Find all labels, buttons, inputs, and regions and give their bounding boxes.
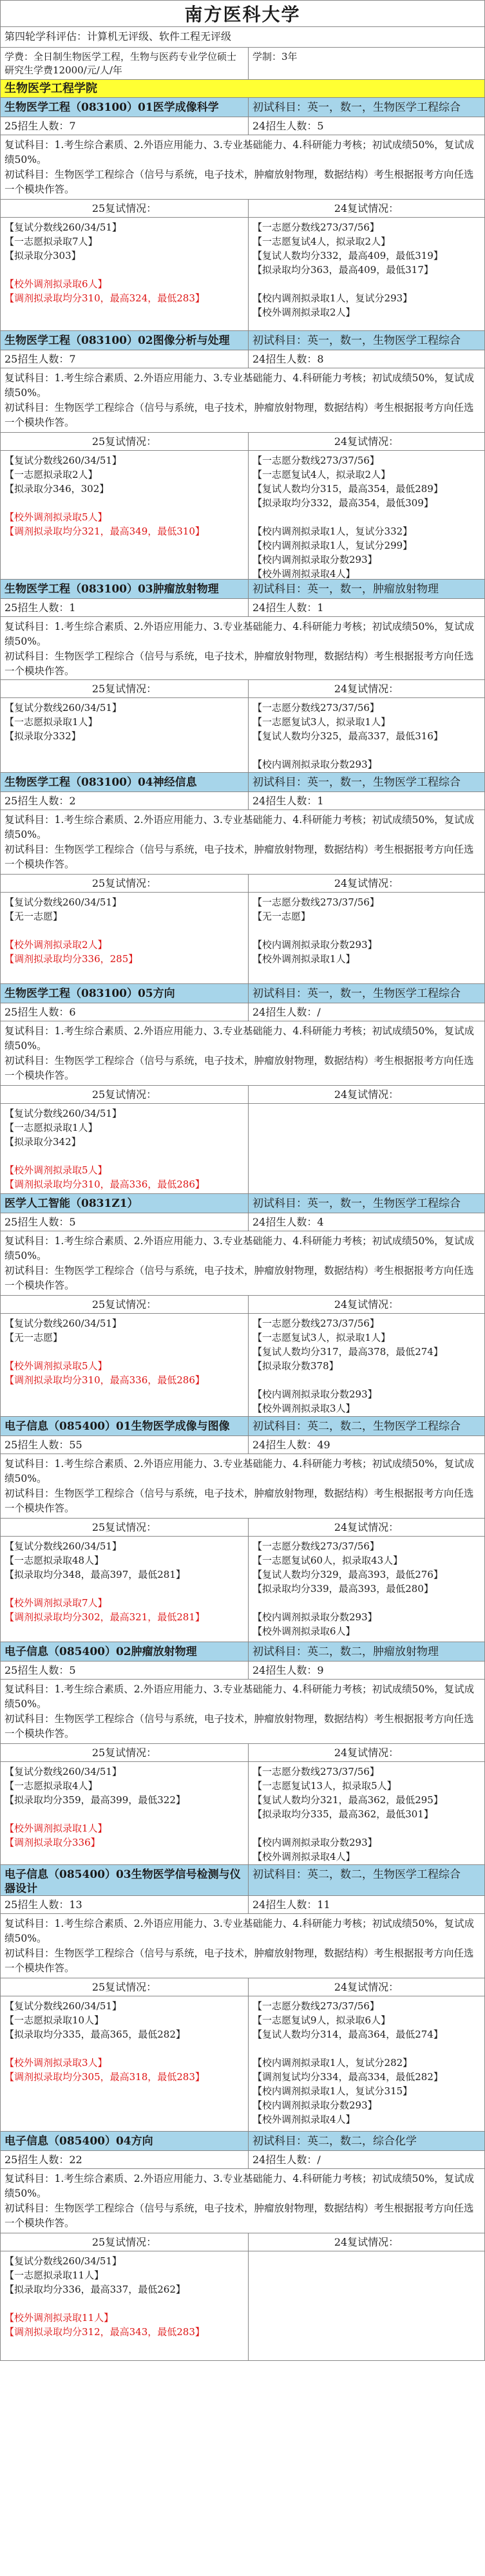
retest-stats-row xyxy=(0,218,485,331)
quota-2025: 25招生人数：5 xyxy=(1,1662,249,1679)
requirement-line: 初试科目：生物医学工程综合（信号与系统，电子技术，肿瘤放射物理，数据结构）考生根据报考方向任选一个模块作答。 xyxy=(5,650,474,677)
adjustment-line: 【调剂拟录取分336】 xyxy=(5,1837,100,1848)
stat-line: 【拟录取均分339，最高393，最低280】 xyxy=(252,1583,433,1595)
adjustment-line: 【调剂拟录取均分321，最高349，最低310】 xyxy=(5,526,205,537)
stat-line: 【复试分数线260/34/51】 xyxy=(5,1108,122,1119)
requirements-row xyxy=(0,2169,485,2233)
stat-line: 【复试分数线260/34/51】 xyxy=(5,2255,122,2267)
exam-subjects: 初试科目：英一，数一，生物医学工程综合 xyxy=(252,987,461,1000)
retest-stats-2024 xyxy=(249,1104,484,1193)
retest-title-2025: 25复试情况： xyxy=(1,1744,249,1761)
exam-subjects: 初试科目：英一，数一，生物医学工程综合 xyxy=(252,334,461,347)
adjustment-line: 【校外调剂拟录取1人】 xyxy=(5,1823,108,1834)
retest-title-2024: 24复试情况： xyxy=(334,1747,399,1759)
retest-stats-2025 xyxy=(1,1104,249,1193)
retest-title-2024: 24复试情况： xyxy=(334,877,399,889)
adjustment-line: 【调剂拟录取均分305，最高318，最低283】 xyxy=(5,2071,205,2083)
stat-line: 【校内调剂拟录取分数293】 xyxy=(252,1388,377,1400)
requirements-text xyxy=(1,1021,484,1085)
retest-stats-2025 xyxy=(1,893,249,983)
quota-2025: 25招生人数：55 xyxy=(1,1436,249,1454)
quota-2025: 25招生人数：5 xyxy=(1,1213,249,1231)
requirements-row xyxy=(0,810,485,875)
stat-line: 【一志愿拟录取48人】 xyxy=(5,1555,104,1566)
quota-2025: 25招生人数：7 xyxy=(1,117,249,135)
section-header xyxy=(0,1417,485,1436)
quota-2025: 25招生人数：2 xyxy=(1,792,249,810)
stat-line: 【校外调剂拟录取4人】 xyxy=(252,2114,356,2125)
retest-title-row xyxy=(0,1086,485,1104)
stat-line: 【校内调剂拟录取1人，复试分299】 xyxy=(252,540,413,551)
tuition-text: 学费：全日制生物医学工程，生物与医药专业学位硕士研究生学费12000/元/人/年 xyxy=(1,48,249,79)
stat-line: 【复试人数均分317，最高378，最低274】 xyxy=(252,1346,443,1358)
stat-line: 【校外调剂拟录取2人】 xyxy=(252,307,356,318)
title-row xyxy=(0,0,485,27)
retest-stats-row xyxy=(0,893,485,984)
section-header xyxy=(0,1194,485,1213)
quota-2025: 25招生人数：22 xyxy=(1,2151,249,2168)
retest-stats-row xyxy=(0,1996,485,2132)
requirement-line: 初试科目：生物医学工程综合（信号与系统，电子技术，肿瘤放射物理，数据结构）考生根据报考方向任选一个模块作答。 xyxy=(5,1947,474,1974)
section-header xyxy=(0,984,485,1003)
adjustment-line: 【调剂拟录取均分302，最高321，最低281】 xyxy=(5,1611,205,1623)
retest-title-2025: 25复试情况： xyxy=(1,875,249,892)
quota-row xyxy=(0,792,485,810)
stat-line: 【一志愿复试3人，拟录取1人】 xyxy=(252,716,391,728)
exam-subjects: 初试科目：英二，数二，肿瘤放射物理 xyxy=(252,1645,439,1658)
retest-stats-2024 xyxy=(249,1762,484,1864)
stat-line: 【复试分数线260/34/51】 xyxy=(5,702,122,714)
requirements-row xyxy=(0,1021,485,1086)
stat-line: 【一志愿复试4人，拟录取2人】 xyxy=(252,236,391,247)
quota-2024: 24招生人数：/ xyxy=(252,2154,321,2166)
adjustment-line: 【校外调剂拟录取6人】 xyxy=(5,278,108,290)
stat-line: 【复试人数均分314，最高364，最低274】 xyxy=(252,2029,443,2040)
requirements-text xyxy=(1,1454,484,1518)
stat-line: 【一志愿拟录取10人】 xyxy=(5,2014,104,2026)
program-name: 电子信息（085400）04方向 xyxy=(1,2132,249,2150)
program-name: 电子信息（085400）02肿瘤放射物理 xyxy=(1,1642,249,1661)
stat-line: 【校外调剂拟录取1人】 xyxy=(252,953,356,965)
quota-2025: 25招生人数：13 xyxy=(1,1896,249,1913)
requirement-line: 初试科目：生物医学工程综合（信号与系统，电子技术，肿瘤放射物理，数据结构）考生根据报考方向任选一个模块作答。 xyxy=(5,1488,474,1514)
requirement-line: 初试科目：生物医学工程综合（信号与系统，电子技术，肿瘤放射物理，数据结构）考生根据报考方向任选一个模块作答。 xyxy=(5,844,474,870)
exam-subjects: 初试科目：英一，数一，生物医学工程综合 xyxy=(252,1197,461,1210)
section-header xyxy=(0,1642,485,1662)
stat-line: 【一志愿复试3人，拟录取1人】 xyxy=(252,1332,391,1343)
requirements-text xyxy=(1,1914,484,1978)
stat-line: 【一志愿复试4人，拟录取2人】 xyxy=(252,469,391,480)
retest-stats-row xyxy=(0,451,485,580)
retest-stats-2024 xyxy=(249,698,484,772)
stat-line: 【复试分数线260/34/51】 xyxy=(5,896,122,908)
requirements-row xyxy=(0,1454,485,1519)
quota-row xyxy=(0,350,485,368)
stat-line: 【校内调剂拟录取分数293】 xyxy=(252,1837,377,1848)
requirements-text xyxy=(1,1231,484,1295)
requirements-text xyxy=(1,810,484,874)
stat-line: 【一志愿拟录取4人】 xyxy=(5,1780,98,1792)
retest-stats-row xyxy=(0,1314,485,1417)
quota-2024: 24招生人数：5 xyxy=(252,120,324,132)
retest-stats-row xyxy=(0,2251,485,2361)
retest-title-2024: 24复试情况： xyxy=(334,435,399,448)
stat-line: 【校内调剂拟录取分数293】 xyxy=(252,759,377,770)
retest-stats-2025 xyxy=(1,1314,249,1416)
requirement-line: 复试科目：1.考生综合素质、2.外语应用能力、3.专业基础能力、4.科研能力考核；初试成绩50%，复试成绩50%。 xyxy=(5,1025,475,1052)
stat-line xyxy=(252,1596,480,1610)
adjustment-line: 【调剂拟录取均分310，最高336，最低286】 xyxy=(5,1179,205,1190)
requirements-row xyxy=(0,1231,485,1296)
stat-line: 【复试人数均分332，最高409，最低319】 xyxy=(252,250,443,261)
retest-stats-2024 xyxy=(249,1996,484,2131)
program-name: 电子信息（085400）01生物医学成像与图像 xyxy=(1,1417,249,1435)
stat-line: 【复试分数线260/34/51】 xyxy=(5,1318,122,1329)
requirement-line: 初试科目：生物医学工程综合（信号与系统，电子技术，肿瘤放射物理，数据结构）考生根据报考方向任选一个模块作答。 xyxy=(5,2202,474,2229)
stat-line: 【无一志愿】 xyxy=(5,911,63,922)
retest-title-row xyxy=(0,200,485,218)
stat-line xyxy=(252,510,480,524)
stat-line: 【校内调剂拟录取分数293】 xyxy=(252,1611,377,1623)
stat-line: 【无一志愿】 xyxy=(5,1332,63,1343)
program-name: 医学人工智能（0831Z1） xyxy=(1,1194,249,1213)
quota-2024: 24招生人数：8 xyxy=(252,353,324,365)
requirements-row xyxy=(0,135,485,200)
sections-container xyxy=(0,98,485,2361)
stat-line: 【一志愿分数线273/37/56】 xyxy=(252,222,379,233)
stat-line xyxy=(5,1582,244,1596)
quota-2024: 24招生人数：9 xyxy=(252,1664,324,1676)
quota-row xyxy=(0,1213,485,1231)
stat-line: 【一志愿拟录取1人】 xyxy=(5,716,98,728)
info-row-2 xyxy=(0,48,485,80)
stat-line: 【拟录取均分363，最高409，最低317】 xyxy=(252,264,433,276)
stat-line: 【复试分数线260/34/51】 xyxy=(5,1766,122,1777)
stat-line: 【校内调剂拟录取分数293】 xyxy=(252,939,377,951)
retest-title-row xyxy=(0,2233,485,2251)
stat-line: 【一志愿复试13人，拟录取5人】 xyxy=(252,1780,397,1792)
adjustment-line: 【校外调剂拟录取7人】 xyxy=(5,1597,108,1609)
stat-line: 【拟录取均分335，最高362，最低301】 xyxy=(252,1808,433,1820)
retest-title-2025: 25复试情况： xyxy=(1,1296,249,1313)
program-name: 生物医学工程（083100）03肿瘤放射物理 xyxy=(1,580,249,598)
retest-title-2025: 25复试情况： xyxy=(1,200,249,217)
requirement-line: 初试科目：生物医学工程综合（信号与系统，电子技术，肿瘤放射物理，数据结构）考生根据报考方向任选一个模块作答。 xyxy=(5,169,474,195)
retest-stats-2025 xyxy=(1,1762,249,1864)
section-header xyxy=(0,331,485,350)
quota-row xyxy=(0,1896,485,1914)
retest-title-row xyxy=(0,875,485,893)
section-header xyxy=(0,580,485,599)
stat-line: 【校内调剂拟录取1人，复试分282】 xyxy=(252,2057,413,2069)
adjustment-line: 【调剂拟录取均分312，最高343，最低283】 xyxy=(5,2326,205,2338)
stat-line: 【复试人数均分325，最高337，最低316】 xyxy=(252,730,443,742)
section-header xyxy=(0,2132,485,2151)
stat-line: 【复试人数均分321，最高362，最低295】 xyxy=(252,1794,443,1806)
stat-line: 【一志愿拟录取11人】 xyxy=(5,2269,104,2281)
retest-stats-2024 xyxy=(249,218,484,330)
quota-2025: 25招生人数：6 xyxy=(1,1003,249,1021)
stat-line: 【拟录取均分336，最高337，最低262】 xyxy=(5,2284,185,2295)
quota-2024: 24招生人数：11 xyxy=(252,1899,330,1911)
stat-line: 【复试分数线260/34/51】 xyxy=(5,222,122,233)
retest-stats-row xyxy=(0,1104,485,1194)
stat-line xyxy=(252,1373,480,1387)
requirement-line: 初试科目：生物医学工程综合（信号与系统，电子技术，肿瘤放射物理，数据结构）考生根据报考方向任选一个模块作答。 xyxy=(5,402,474,428)
requirement-line: 初试科目：生物医学工程综合（信号与系统，电子技术，肿瘤放射物理，数据结构）考生根据报考方向任选一个模块作答。 xyxy=(5,1265,474,1291)
retest-title-2025: 25复试情况： xyxy=(1,680,249,697)
exam-subjects: 初试科目：英一，数一，肿瘤放射物理 xyxy=(252,583,439,596)
requirement-line: 复试科目：1.考生综合素质、2.外语应用能力、3.专业基础能力、4.科研能力考核；初试成绩50%，复试成绩50%。 xyxy=(5,2173,475,2199)
retest-stats-row xyxy=(0,698,485,773)
program-name: 生物医学工程（083100）01医学成像科学 xyxy=(1,98,249,117)
stat-line xyxy=(5,2041,244,2056)
exam-subjects: 初试科目：英一，数一，生物医学工程综合 xyxy=(252,101,461,114)
stat-line: 【拟录取分303】 xyxy=(5,250,81,261)
stat-line: 【复试分数线260/34/51】 xyxy=(5,1540,122,1552)
requirement-line: 复试科目：1.考生综合素质、2.外语应用能力、3.专业基础能力、4.科研能力考核；初试成绩50%，复试成绩50%。 xyxy=(5,1918,475,1944)
stat-line: 【拟录取分346，302】 xyxy=(5,483,109,495)
quota-row xyxy=(0,117,485,135)
stat-line: 【一志愿分数线273/37/56】 xyxy=(252,455,379,466)
evaluation-text: 第四轮学科评估：计算机无评级、软件工程无评级 xyxy=(5,30,232,43)
stat-line: 【复试人数均分329，最高393，最低276】 xyxy=(252,1569,443,1580)
retest-stats-2024 xyxy=(249,1537,484,1642)
stat-line: 【校外调剂拟录取4人】 xyxy=(252,1851,356,1862)
quota-2024: 24招生人数：1 xyxy=(252,795,324,807)
retest-title-row xyxy=(0,680,485,698)
stat-line xyxy=(5,263,244,277)
adjustment-line: 【校外调剂拟录取5人】 xyxy=(5,511,108,523)
stat-line: 【无一志愿】 xyxy=(252,911,311,922)
retest-title-row xyxy=(0,1296,485,1314)
quota-row xyxy=(0,599,485,617)
retest-title-2025: 25复试情况： xyxy=(1,1519,249,1536)
stat-line: 【一志愿分数线273/37/56】 xyxy=(252,1540,379,1552)
quota-row xyxy=(0,1003,485,1021)
section-header xyxy=(0,1865,485,1896)
retest-title-2025: 25复试情况： xyxy=(1,433,249,450)
retest-title-2024: 24复试情况： xyxy=(334,202,399,214)
quota-2025: 25招生人数：1 xyxy=(1,599,249,616)
stat-line: 【一志愿分数线273/37/56】 xyxy=(252,702,379,714)
stat-line xyxy=(5,2297,244,2311)
section-header xyxy=(0,98,485,117)
stat-line: 【一志愿拟录取2人】 xyxy=(5,469,98,480)
adjustment-line: 【调剂拟录取均分336，285】 xyxy=(5,953,138,965)
stat-line xyxy=(252,1821,480,1835)
retest-stats-row xyxy=(0,1537,485,1642)
quota-row xyxy=(0,1662,485,1680)
stat-line: 【校内调剂拟录取分数293】 xyxy=(252,2099,377,2111)
school-banner-row xyxy=(0,80,485,98)
stat-line: 【校内调剂拟录取1人，复试分293】 xyxy=(252,292,413,304)
stat-line: 【拟录取分332】 xyxy=(5,730,81,742)
stat-line: 【一志愿拟录取1人】 xyxy=(5,1122,98,1133)
stat-line xyxy=(252,2041,480,2056)
retest-stats-row xyxy=(0,1762,485,1865)
retest-title-row xyxy=(0,1519,485,1537)
stat-line: 【拟录取均分332，最高354，最低309】 xyxy=(252,497,433,509)
retest-stats-2025 xyxy=(1,218,249,330)
stat-line xyxy=(252,277,480,291)
requirement-line: 复试科目：1.考生综合素质、2.外语应用能力、3.专业基础能力、4.科研能力考核；初试成绩50%，复试成绩50%。 xyxy=(5,139,475,166)
program-name: 生物医学工程（083100）02图像分析与处理 xyxy=(1,331,249,350)
requirement-line: 复试科目：1.考生综合素质、2.外语应用能力、3.专业基础能力、4.科研能力考核；初试成绩50%，复试成绩50%。 xyxy=(5,1235,475,1262)
stat-line: 【复试分数线260/34/51】 xyxy=(5,455,122,466)
exam-subjects: 初试科目：英二，数二，综合化学 xyxy=(252,2135,417,2148)
stat-line xyxy=(5,1807,244,1821)
retest-title-2024: 24复试情况： xyxy=(334,1521,399,1533)
stat-line xyxy=(5,923,244,938)
quota-2025: 25招生人数：7 xyxy=(1,350,249,368)
retest-stats-2025 xyxy=(1,1996,249,2131)
requirement-line: 复试科目：1.考生综合素质、2.外语应用能力、3.专业基础能力、4.科研能力考核；初试成绩50%，复试成绩50%。 xyxy=(5,1458,475,1484)
requirements-text xyxy=(1,1680,484,1743)
stat-line: 【拟录取均分359，最高399，最低322】 xyxy=(5,1794,185,1806)
retest-stats-2024 xyxy=(249,2251,484,2360)
stat-line: 【一志愿分数线273/37/56】 xyxy=(252,896,379,908)
stat-line: 【复试人数均分315，最高354，最低289】 xyxy=(252,483,443,495)
retest-stats-2024 xyxy=(249,1314,484,1416)
stat-line: 【拟录取分342】 xyxy=(5,1136,81,1148)
requirement-line: 复试科目：1.考生综合素质、2.外语应用能力、3.专业基础能力、4.科研能力考核；初试成绩50%，复试成绩50%。 xyxy=(5,372,475,399)
stat-line xyxy=(5,1149,244,1163)
program-name: 生物医学工程（083100）05方向 xyxy=(1,984,249,1003)
adjustment-line: 【校外调剂拟录取11人】 xyxy=(5,2312,114,2324)
stat-line: 【校外调剂拟录取3人】 xyxy=(252,1403,356,1414)
requirements-row xyxy=(0,368,485,433)
requirements-row xyxy=(0,1914,485,1978)
stat-line: 【拟录取分数378】 xyxy=(252,1360,339,1372)
stat-line: 【拟录取均分335，最高365，最低282】 xyxy=(5,2029,185,2040)
stat-line: 【一志愿分数线273/37/56】 xyxy=(252,2000,379,2012)
requirement-line: 初试科目：生物医学工程综合（信号与系统，电子技术，肿瘤放射物理，数据结构）考生根据报考方向任选一个模块作答。 xyxy=(5,1713,474,1739)
retest-title-2024: 24复试情况： xyxy=(334,1088,399,1101)
retest-title-2024: 24复试情况： xyxy=(334,1981,399,1993)
stat-line: 【一志愿复试9人，拟录取6人】 xyxy=(252,2014,391,2026)
retest-stats-2024 xyxy=(249,893,484,983)
retest-title-2024: 24复试情况： xyxy=(334,1298,399,1311)
quota-2024: 24招生人数：/ xyxy=(252,1006,321,1018)
stat-line xyxy=(5,496,244,510)
retest-stats-2025 xyxy=(1,2251,249,2360)
page-title: 南方医科大学 xyxy=(184,4,301,25)
requirement-line: 复试科目：1.考生综合素质、2.外语应用能力、3.专业基础能力、4.科研能力考核；初试成绩50%，复试成绩50%。 xyxy=(5,621,475,647)
requirements-row xyxy=(0,1680,485,1744)
quota-2024: 24招生人数：49 xyxy=(252,1439,330,1451)
stat-line: 【校外调剂拟录取6人】 xyxy=(252,1625,356,1637)
stat-line: 【一志愿复试60人，拟录取43人】 xyxy=(252,1555,403,1566)
section-header xyxy=(0,773,485,792)
retest-title-row xyxy=(0,433,485,451)
stat-line: 【一志愿分数线273/37/56】 xyxy=(252,1766,379,1777)
requirements-text xyxy=(1,617,484,679)
retest-stats-2024 xyxy=(249,451,484,579)
requirement-line: 初试科目：生物医学工程综合（信号与系统，电子技术，肿瘤放射物理，数据结构）考生根据报考方向任选一个模块作答。 xyxy=(5,1055,474,1081)
school-banner: 生物医学工程学院 xyxy=(5,82,97,95)
retest-stats-2025 xyxy=(1,698,249,772)
exam-subjects: 初试科目：英一，数一，生物医学工程综合 xyxy=(252,776,461,789)
retest-title-row xyxy=(0,1978,485,1996)
retest-stats-2025 xyxy=(1,451,249,579)
stat-line xyxy=(252,743,480,757)
retest-title-row xyxy=(0,1744,485,1762)
retest-title-2024: 24复试情况： xyxy=(334,2236,399,2248)
retest-title-2024: 24复试情况： xyxy=(334,683,399,695)
stat-line: 【校内调剂拟录取1人，复试分315】 xyxy=(252,2085,413,2097)
stat-line: 【一志愿拟录取7人】 xyxy=(5,236,98,247)
adjustment-line: 【校外调剂拟录取3人】 xyxy=(5,2057,108,2069)
requirement-line: 复试科目：1.考生综合素质、2.外语应用能力、3.专业基础能力、4.科研能力考核；初试成绩50%，复试成绩50%。 xyxy=(5,814,475,840)
exam-subjects: 初试科目：英二，数二，生物医学工程综合 xyxy=(252,1420,461,1433)
program-name: 生物医学工程（083100）04神经信息 xyxy=(1,773,249,791)
retest-stats-2025 xyxy=(1,1537,249,1642)
stat-line: 【校内调剂拟录取1人，复试分332】 xyxy=(252,526,413,537)
quota-row xyxy=(0,1436,485,1454)
requirements-row xyxy=(0,617,485,680)
adjustment-line: 【校外调剂拟录取5人】 xyxy=(5,1360,108,1372)
stat-line: 【调剂复试均分334，最高334，最低282】 xyxy=(252,2071,443,2083)
program-name: 电子信息（085400）03生物医学信号检测与仪器设计 xyxy=(1,1865,249,1895)
requirements-text xyxy=(1,135,484,199)
adjustment-line: 【调剂拟录取均分310，最高324，最低283】 xyxy=(5,292,205,304)
retest-title-2025: 25复试情况： xyxy=(1,2233,249,2251)
stat-line xyxy=(5,1345,244,1359)
stat-line: 【拟录取均分348，最高397，最低281】 xyxy=(5,1569,185,1580)
quota-row xyxy=(0,2151,485,2169)
stat-line: 【校外调剂拟录取4人】 xyxy=(252,568,356,579)
requirements-text xyxy=(1,368,484,432)
retest-title-2025: 25复试情况： xyxy=(1,1978,249,1996)
requirement-line: 复试科目：1.考生综合素质、2.外语应用能力、3.专业基础能力、4.科研能力考核；初试成绩50%，复试成绩50%。 xyxy=(5,1683,475,1710)
quota-2024: 24招生人数：4 xyxy=(252,1216,324,1228)
requirements-text xyxy=(1,2169,484,2233)
adjustment-line: 【调剂拟录取均分310，最高336，最低286】 xyxy=(5,1374,205,1386)
stat-line xyxy=(252,923,480,938)
stat-line: 【一志愿分数线273/37/56】 xyxy=(252,1318,379,1329)
retest-title-2025: 25复试情况： xyxy=(1,1086,249,1103)
adjustment-line: 【校外调剂拟录取5人】 xyxy=(5,1164,108,1176)
exam-subjects: 初试科目：英二，数二，生物医学工程综合 xyxy=(252,1868,461,1881)
stat-line: 【校内调剂拟录取分数293】 xyxy=(252,554,377,565)
stat-line: 【复试分数线260/34/51】 xyxy=(5,2000,122,2012)
duration-text: 学制：3年 xyxy=(252,51,298,62)
info-row-1 xyxy=(0,27,485,48)
quota-2024: 24招生人数：1 xyxy=(252,601,324,614)
adjustment-line: 【校外调剂拟录取2人】 xyxy=(5,939,108,951)
